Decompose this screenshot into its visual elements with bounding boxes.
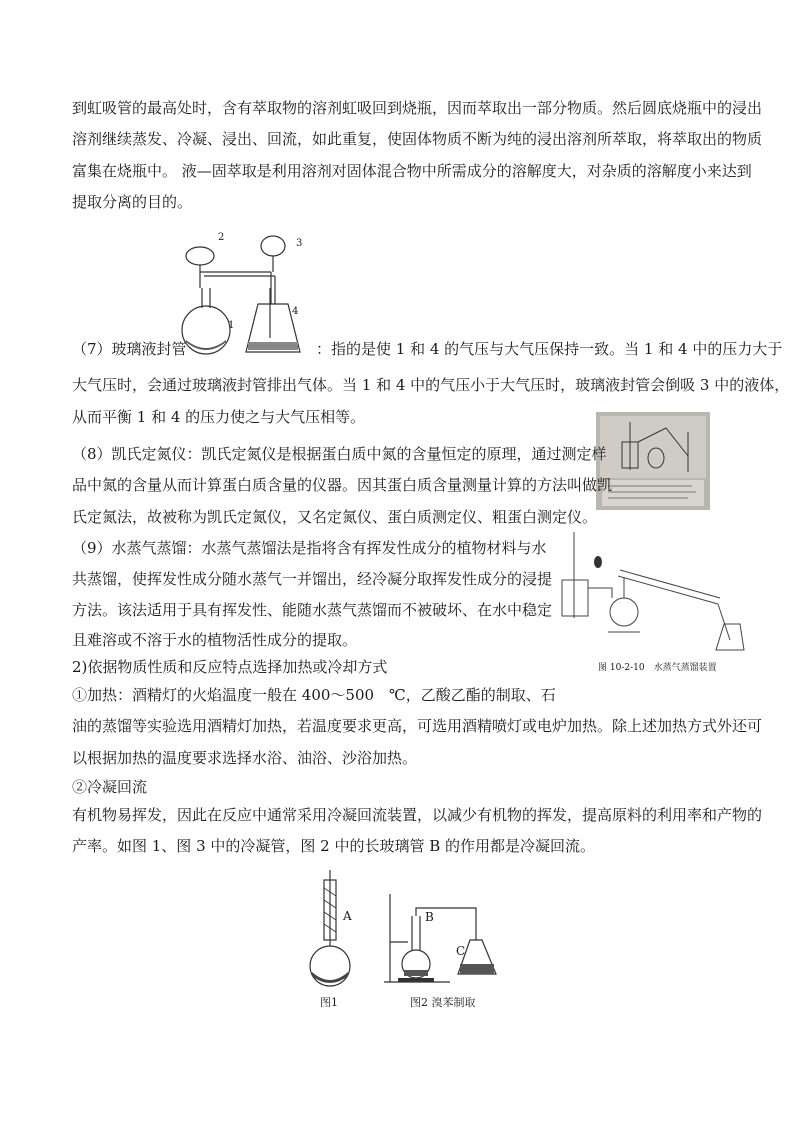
steam-distillation-figure xyxy=(548,528,748,656)
item9-line-4: 且难溶或不溶于水的植物活性成分的提取。 xyxy=(72,631,358,649)
reflux-heading: ②冷凝回流 xyxy=(72,778,148,796)
item7-line-2: 大气压时，会通过玻璃液封管排出气体。当 1 和 4 中的气压小于大气压时，玻璃液封管会倒吸 3 中的液体， xyxy=(72,376,790,394)
item7-line-1a: （7）玻璃液封管 xyxy=(72,340,187,358)
para1-line-1: 到虹吸管的最高处时，含有萃取物的溶剂虹吸回到烧瓶，因而萃取出一部分物质。然后圆底烧瓶中的浸出 xyxy=(72,99,763,117)
reflux-line-1: 有机物易挥发，因此在反应中通常采用冷凝回流装置，以减少有机物的挥发，提高原料的利用率和产物的 xyxy=(72,806,763,824)
item7-line-3: 从而平衡 1 和 4 的压力使之与大气压相等。 xyxy=(72,408,366,426)
item9-line-1: （9）水蒸气蒸馏：水蒸气蒸馏法是指将含有挥发性成分的植物材料与水 xyxy=(72,539,547,557)
fig-label-4: 4 xyxy=(292,306,299,317)
glass-seal-apparatus-figure xyxy=(176,228,316,364)
fig2-label-b: B xyxy=(425,910,434,924)
heating-line-3: 以根据加热的温度要求选择水浴、油浴、沙浴加热。 xyxy=(72,749,418,767)
reflux-line-2: 产率。如图 1、图 3 中的冷凝管，图 2 中的长玻璃管 B 的作用都是冷凝回流。 xyxy=(72,837,596,855)
fig-label-2: 2 xyxy=(218,232,225,243)
item8-line-2: 品中氮的含量从而计算蛋白质含量的仪器。因其蛋白质含量测量计算的方法叫做凯 xyxy=(72,476,613,494)
section2-heading: 2)依据物质性质和反应特点选择加热或冷却方式 xyxy=(72,658,388,676)
fig1-caption: 图1 xyxy=(320,996,338,1009)
item7-line-1b: ：指的是使 1 和 4 的气压与大气压保持一致。当 1 和 4 中的压力大于 xyxy=(316,340,783,358)
item9-line-3: 方法。该法适用于具有挥发性、能随水蒸气蒸馏而不被破坏、在水中稳定 xyxy=(72,601,553,619)
item8-line-1: （8）凯氏定氮仪：凯氏定氮仪是根据蛋白质中氮的含量恒定的原理，通过测定样 xyxy=(72,445,607,463)
fig2-label-c: C xyxy=(456,944,466,958)
item9-line-2: 共蒸馏，使挥发性成分随水蒸气一并馏出，经冷凝分取挥发性成分的浸提 xyxy=(72,570,553,588)
item8-line-3: 氏定氮法，故被称为凯氏定氮仪，又名定氮仪、蛋白质测定仪、粗蛋白测定仪。 xyxy=(72,508,598,526)
fig1-label-a: A xyxy=(343,909,352,923)
para1-line-4: 提取分离的目的。 xyxy=(72,193,193,211)
heating-line-2: 油的蒸馏等实验选用酒精灯加热，若温度要求更高，可选用酒精喷灯或电炉加热。除上述加热方式外还可 xyxy=(72,717,763,735)
steam-distillation-caption: 图 10-2-10 水蒸气蒸馏装置 xyxy=(598,663,717,673)
fig-label-3: 3 xyxy=(296,238,303,249)
heating-line-1: ①加热：酒精灯的火焰温度一般在 400～500 ℃，乙酸乙酯的制取、石 xyxy=(72,686,556,704)
para1-line-2: 溶剂继续蒸发、冷凝、浸出、回流，如此重复，使固体物质不断为纯的浸出溶剂所萃取，将萃取出的物质 xyxy=(72,130,763,148)
para1-line-3: 富集在烧瓶中。 液—固萃取是利用溶剂对固体混合物中所需成分的溶解度大，对杂质的溶解度小来达到 xyxy=(72,162,752,180)
kjeldahl-apparatus-photo xyxy=(596,412,710,510)
reflux-figures xyxy=(300,866,512,992)
fig-label-1: 1 xyxy=(228,320,235,331)
fig2-caption: 图2 溴苯制取 xyxy=(410,996,476,1009)
